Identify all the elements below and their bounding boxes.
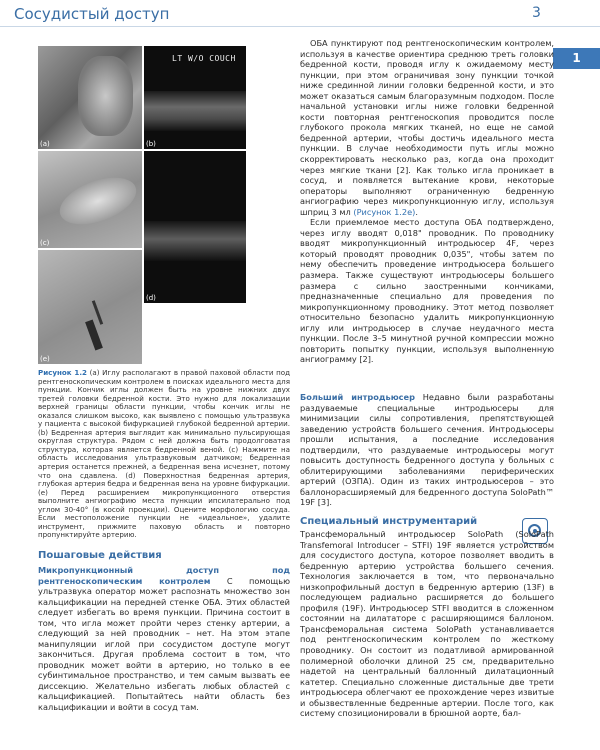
ultrasound-tissue-band [144,91,246,131]
figure-1-2 [38,46,246,364]
xray-panel-c [38,151,142,248]
page-header [0,0,600,27]
ultrasound-panel-b [144,46,246,149]
figure-reference-link[interactable]: (Рисунок 1.2e) [353,206,416,217]
panel-label-a: (a) [40,140,50,148]
subheading-larger-introducer: Больший интродьюсер [300,392,415,402]
right-paragraph-1-end: . [415,206,418,217]
right-column-body [300,38,554,365]
right-paragraph-4: Трансфеморальный интродьюсер SoloPath (SoloPath Transfemoral Introducer – STFI) 19F является устройством для сосудистого доступа, которое позволяет вводить в бедренную артерию устройства большего сечения. Технология заключается в том, что первоначально низкопрофильный доступ в бедренную артерию (13F) в последующем радиально расширяется до большего профиля (19F). Интродьюсер STFI вводится в сложенном состоянии на дилататоре с расширяющимся баллоном. Трансфеморальная система SoloPath устанавливается под рентгеноскопическим контролем по жесткому проводнику. Он состоит из податливой армированной полимерной оболочки длиной 25 см, предварительно надетой на центральный баллонный дилатационный катетер. Специально сложенные дистальные две трети интродьюсера облегчают ее прохождение через извитые и обызвествленные бедренные артерии. После того, как систему спозиционировали в брюшной аорте, бал- [300,529,554,719]
right-column-body-3 [300,529,554,719]
caption-label: Рисунок 1.2 [38,368,87,377]
ultrasound-panel-d [144,151,246,303]
left-section-body [38,565,290,712]
subheading-micropuncture: Микропункционный доступ под рентгеноскопическим контролем [38,565,290,586]
panel-label-d: (d) [146,294,156,302]
panel-label-c: (c) [40,239,50,247]
page-number: 3 [532,5,541,21]
right-paragraph-3: Недавно были разработаны раздуваемые специальные интродьюсеры для минимизации силы сопротивления, препятствующей заведению устройств большего сечения. Интродьюсеры прошли испытания, а последние исследования подтвердили, что раздуваемые интродьюсеры могут повысить доступность бедренного доступа у больных с облитерирующими заболеваниями периферических артерий (ОЗПА). Один из таких интродьюсеров – это баллонорасширяемый для бедренного доступа SoloPath™ 19F [3]. [300,392,554,508]
angiography-panel-e [38,250,142,364]
running-title: Сосудистый доступ [14,5,170,23]
ultrasound-label: LT W/O COUCH [172,54,236,63]
section-heading-steps: Пошаговые действия [38,550,162,561]
panel-label-b: (b) [146,140,156,148]
right-column-body-2 [300,392,554,508]
xray-panel-a [38,46,142,149]
femoral-head-shape [78,56,133,136]
figure-caption [38,369,290,540]
caption-text: (a) Иглу располагают в правой паховой области под рентгеноскопическим контролем в поисках идеального места для пункции. Кончик иглы должен быть на уровне нижних двух третей головки бедренной кости. Это нужно для локализации верхней границы области пункции, чтобы кончик иглы не оказался слишком высоко, как выявлено с помощью ультразвука у пациента с высокой бифуркацией глубокой бедренной артерии. (b) Бедренная артерия выглядит как минимально пульсирующая округлая структура. Рядом с ней должна быть продолговатая структура, которая является бедренной веной. (c) Нажмите на область исследования ультразвуковым датчиком; бедренная артерия останется прежней, а бедренная вена исчезнет, потому что она сдавлена. (d) Поверхностная бедренная артерия, глубокая артерия бедра и бедренная вена на уровне бифуркации. (e) Перед расширением микропункционного отверстия выполните ангиографию места пункции ипсилатерально под углом 30-40° (в косой проекции). Оцените морфологию сосуда. Если местоположение пункции не «идеальное», удалите инструмент, прижмите паховую область и повторно пропунктируйте артерию. [38,368,290,540]
ultrasound-tissue-band [144,221,246,261]
panel-label-e: (e) [40,355,50,363]
right-paragraph-1: ОБА пунктируют под рентгеноскопическим контролем, используя в качестве ориентира среднюю треть головки бедренной кости, проводя иглу к ожидаемому месту пункции, при этом ограничивая зону пункции точкой ниже срединной линии головки бедренной кости, и это может оказаться самым благоразумным подходом. После начальной установки иглы ниже головки бедренной кости повторная рентгеноскопия проводится после глубокого прокола мягких тканей, но еще не самой бедренной артерии, чтобы достичь идеального места пункции. В случае необходимости путь иглы можно скорректировать несколько раз, когда она проходит через мягкие ткани [2]. Как только игла проникает в сосуд, и появляется вытекание крови, некоторые операторы выполняют ограниченную бедренную ангиографию через микропункционную иглу, используя шприц 3 мл [300,38,554,217]
right-paragraph-2: Если приемлемое место доступа ОБА подтверждено, через иглу вводят 0,018" проводник. По проводнику вводят микропункционный интродьюсер 4F, через который проводят проводник 0,035", чтобы затем по нему обеспечить проведение интродьюсера большего размера. Также существуют интродьюсеры большего размера с сильно заостренными кончиками, предназначенные специально для проведения по микропункционному проводнику. Этот метод позволяет относительно безопасно удалить микропункционную иглу или интродьюсер в случае неудачного места пункции. После 3–5 минутной ручной компрессии можно повторить попытку пункции, используя выполненную ангиограмму [2]. [300,217,554,365]
chapter-tab: 1 [553,48,600,69]
section-heading-special: Специальный инструментарий [300,516,478,527]
left-paragraph: С помощью ультразвука оператор может распознать множество зон кальцификации на передней стенке ОБА. Этих областей следует избегать во время пункции. Причина состоит в том, что игла может пройти через стенку артерии, а следующий за ней проводник – нет. На этом этапе манипуляции иглой при сосудистом доступе могут закончиться. Другая проблема состоит в том, что проводник может войти в артерию, но только в ее субинтимальное пространство, и тем самым вызвать ее диссекцию. Желательно избегать любых областей с кальцификацией. Попытайтесь найти область без кальцификации и войти в сосуд там. [38,575,290,712]
bone-shape [54,169,142,234]
